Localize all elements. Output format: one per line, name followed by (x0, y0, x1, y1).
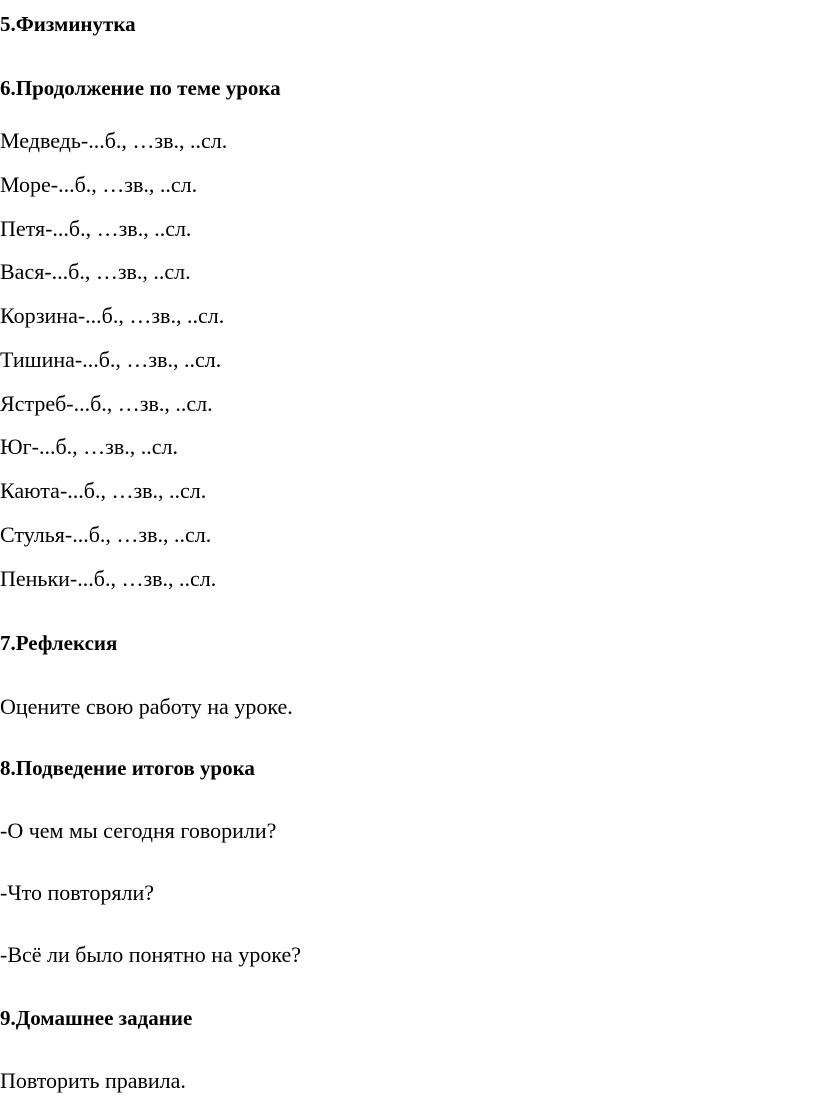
word-line-3: Петя-...б., …зв., ..сл. (0, 216, 192, 241)
reflection-text: Оцените свою работу на уроке. (0, 694, 293, 719)
summary-question-2: -Что повторяли? (0, 880, 155, 905)
section-6-heading: 6.Продолжение по теме урока (0, 76, 281, 100)
summary-question-1: -О чем мы сегодня говорили? (0, 818, 277, 843)
word-line-11: Пеньки-...б., …зв., ..сл. (0, 566, 217, 591)
section-5-heading: 5.Физминутка (0, 12, 136, 36)
word-line-8: Юг-...б., …зв., ..сл. (0, 434, 178, 459)
word-line-7: Ястреб-...б., …зв., ..сл. (0, 391, 213, 416)
word-line-10: Стулья-...б., …зв., ..сл. (0, 522, 212, 547)
section-8-heading: 8.Подведение итогов урока (0, 756, 255, 780)
word-line-4: Вася-...б., …зв., ..сл. (0, 259, 191, 284)
word-line-9: Каюта-...б., …зв., ..сл. (0, 478, 207, 503)
word-line-2: Море-...б., …зв., ..сл. (0, 172, 198, 197)
section-9-heading: 9.Домашнее задание (0, 1006, 193, 1030)
word-line-1: Медведь-...б., …зв., ..сл. (0, 128, 228, 153)
word-line-5: Корзина-...б., …зв., ..сл. (0, 303, 225, 328)
summary-question-3: -Всё ли было понятно на уроке? (0, 942, 301, 967)
homework-text: Повторить правила. (0, 1068, 186, 1093)
section-7-heading: 7.Рефлексия (0, 631, 118, 655)
word-line-6: Тишина-...б., …зв., ..сл. (0, 347, 222, 372)
